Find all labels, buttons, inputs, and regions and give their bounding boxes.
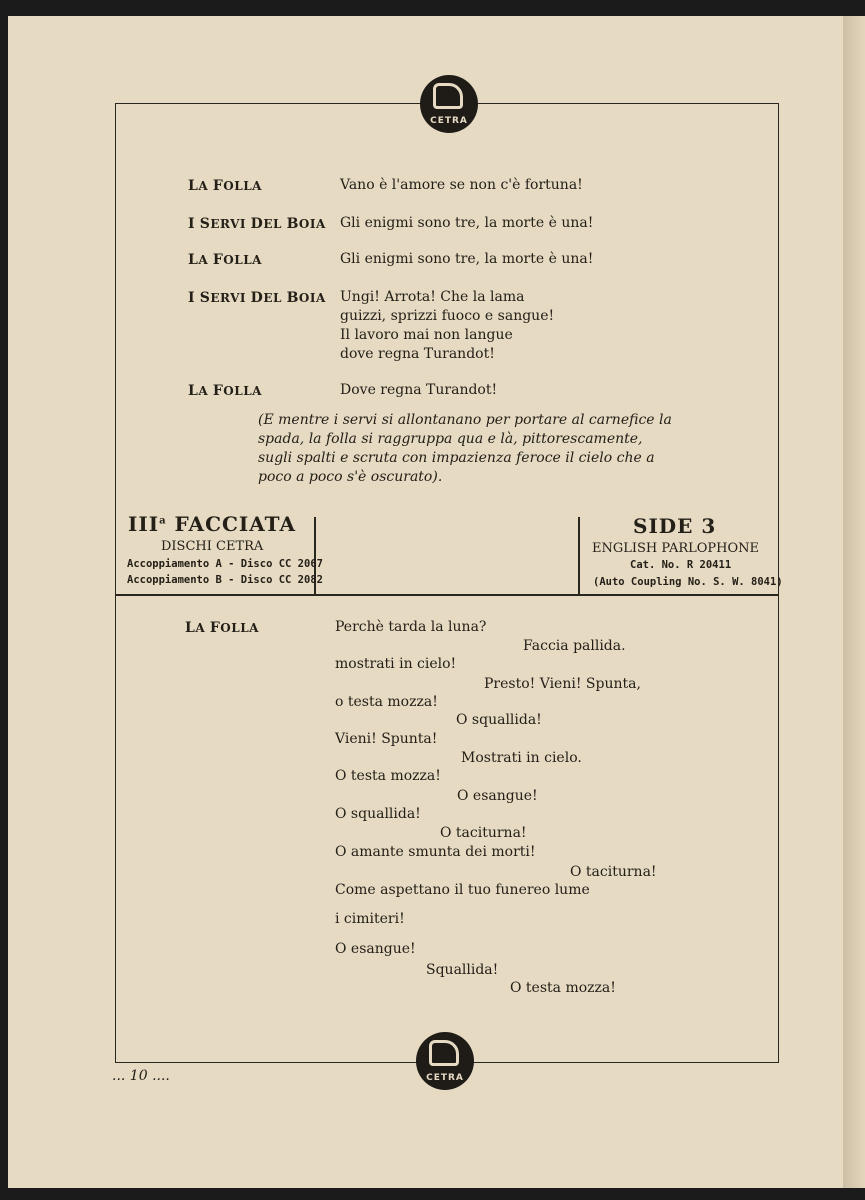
gramophone-icon bbox=[429, 1040, 459, 1066]
libretto-line: Faccia pallida. bbox=[523, 638, 626, 654]
libretto-line: Presto! Vieni! Spunta, bbox=[484, 676, 641, 692]
libretto-line: Come aspettano il tuo funereo lume bbox=[335, 882, 590, 898]
libretto-line: Perchè tarda la luna? bbox=[335, 619, 487, 635]
logo-label: CETRA bbox=[430, 116, 468, 126]
page-number: ... 10 .... bbox=[112, 1068, 170, 1084]
libretto-line: Il lavoro mai non langue bbox=[340, 327, 513, 343]
speaker-name: LA FOLLA bbox=[188, 383, 262, 399]
libretto-line: O squallida! bbox=[335, 806, 421, 822]
side-right-title: SIDE 3 bbox=[633, 514, 717, 538]
libretto-line: o testa mozza! bbox=[335, 694, 438, 710]
speaker-name: I SERVI DEL BOIA bbox=[188, 216, 326, 232]
speaker-name: LA FOLLA bbox=[188, 178, 262, 194]
libretto-line: Mostrati in cielo. bbox=[461, 750, 582, 766]
libretto-line: Squallida! bbox=[426, 962, 499, 978]
side-left-title: III$^a$ FACCIATA bbox=[128, 512, 296, 536]
libretto-line: O testa mozza! bbox=[510, 980, 616, 996]
libretto-line: Vano è l'amore se non c'è fortuna! bbox=[340, 177, 583, 193]
libretto-line: O squallida! bbox=[456, 712, 542, 728]
speaker-name: LA FOLLA bbox=[185, 620, 259, 636]
libretto-line: i cimiteri! bbox=[335, 911, 405, 927]
section-divider bbox=[115, 594, 778, 596]
gramophone-icon bbox=[433, 83, 463, 109]
page-edge bbox=[843, 16, 865, 1188]
libretto-line: Dove regna Turandot! bbox=[340, 382, 498, 398]
libretto-line: O amante smunta dei morti! bbox=[335, 844, 536, 860]
side-left-label: DISCHI CETRA bbox=[161, 539, 264, 554]
libretto-line: Gli enigmi sono tre, la morte è una! bbox=[340, 251, 594, 267]
libretto-line: O esangue! bbox=[335, 941, 416, 957]
side-left-coupling-a: Accoppiamento A - Disco CC 2067 bbox=[127, 558, 323, 570]
libretto-line: O esangue! bbox=[457, 788, 538, 804]
cetra-logo-bottom bbox=[416, 1032, 474, 1090]
libretto-line: Ungi! Arrota! Che la lama bbox=[340, 289, 525, 305]
stage-direction: (E mentre i servi si allontanano per portare al carnefice la spada, la folla si raggruppa qua e là, pittorescamente, sugli spalti e scruta con impazienza feroce il cielo che a poco a poco s'è oscurato). bbox=[258, 412, 672, 485]
logo-label: CETRA bbox=[426, 1073, 464, 1083]
libretto-line: Vieni! Spunta! bbox=[335, 731, 438, 747]
libretto-line: mostrati in cielo! bbox=[335, 656, 457, 672]
side-right-catalog: Cat. No. R 20411 bbox=[630, 559, 732, 571]
speaker-name: I SERVI DEL BOIA bbox=[188, 290, 326, 306]
speaker-name: LA FOLLA bbox=[188, 252, 262, 268]
libretto-line: O testa mozza! bbox=[335, 768, 441, 784]
libretto-line: guizzi, sprizzi fuoco e sangue! bbox=[340, 308, 555, 324]
cetra-logo-top bbox=[420, 75, 478, 133]
side-left-coupling-b: Accoppiamento B - Disco CC 2082 bbox=[127, 574, 323, 586]
libretto-line: Gli enigmi sono tre, la morte è una! bbox=[340, 215, 594, 231]
side-right-coupling: (Auto Coupling No. S. W. 8041) bbox=[593, 576, 783, 588]
libretto-line: dove regna Turandot! bbox=[340, 346, 495, 362]
libretto-line: O taciturna! bbox=[440, 825, 527, 841]
libretto-line: O taciturna! bbox=[570, 864, 657, 880]
side-right-label: ENGLISH PARLOPHONE bbox=[592, 541, 760, 556]
header-divider-right bbox=[578, 517, 580, 595]
